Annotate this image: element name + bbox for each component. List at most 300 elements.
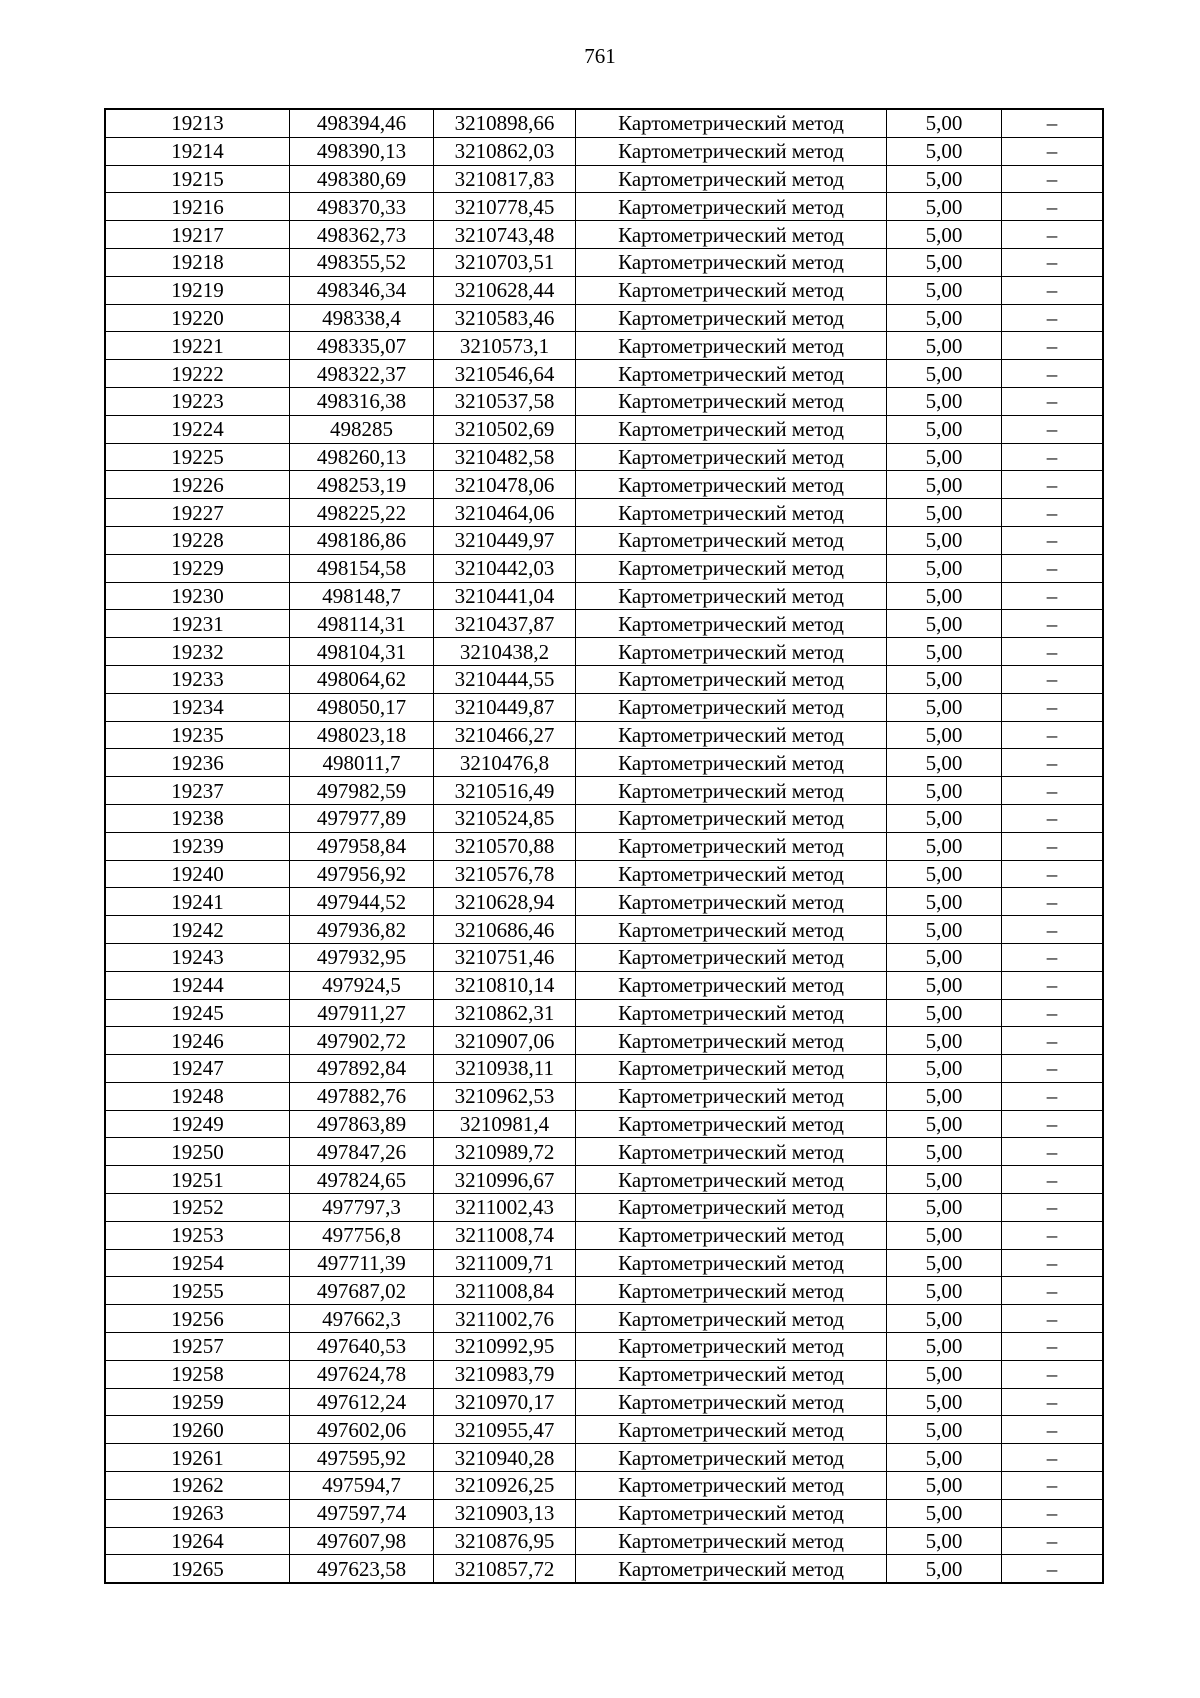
x-coordinate-cell: 498154,58 bbox=[290, 554, 434, 582]
table-row bbox=[105, 109, 1103, 137]
accuracy-cell: 5,00 bbox=[887, 638, 1002, 666]
table-row bbox=[105, 916, 1103, 944]
accuracy-cell: 5,00 bbox=[887, 804, 1002, 832]
x-coordinate-cell: 498114,31 bbox=[290, 610, 434, 638]
x-coordinate-cell: 498394,46 bbox=[290, 109, 434, 137]
x-coordinate-cell: 497982,59 bbox=[290, 777, 434, 805]
table-row bbox=[105, 582, 1103, 610]
method-cell: Картометрический метод bbox=[576, 1166, 887, 1194]
method-cell: Картометрический метод bbox=[576, 193, 887, 221]
accuracy-cell: 5,00 bbox=[887, 1360, 1002, 1388]
point-number-cell: 19227 bbox=[105, 499, 290, 527]
y-coordinate-cell: 3210983,79 bbox=[434, 1360, 576, 1388]
accuracy-cell: 5,00 bbox=[887, 943, 1002, 971]
x-coordinate-cell: 497687,02 bbox=[290, 1277, 434, 1305]
method-cell: Картометрический метод bbox=[576, 1416, 887, 1444]
y-coordinate-cell: 3210583,46 bbox=[434, 304, 576, 332]
table-row bbox=[105, 1194, 1103, 1222]
dash-cell: – bbox=[1002, 554, 1104, 582]
dash-cell: – bbox=[1002, 638, 1104, 666]
dash-cell: – bbox=[1002, 360, 1104, 388]
y-coordinate-cell: 3210444,55 bbox=[434, 665, 576, 693]
y-coordinate-cell: 3210628,94 bbox=[434, 888, 576, 916]
y-coordinate-cell: 3210437,87 bbox=[434, 610, 576, 638]
y-coordinate-cell: 3210903,13 bbox=[434, 1499, 576, 1527]
table-row bbox=[105, 499, 1103, 527]
method-cell: Картометрический метод bbox=[576, 1388, 887, 1416]
table-row bbox=[105, 248, 1103, 276]
dash-cell: – bbox=[1002, 804, 1104, 832]
dash-cell: – bbox=[1002, 1166, 1104, 1194]
table-row bbox=[105, 721, 1103, 749]
x-coordinate-cell: 497662,3 bbox=[290, 1305, 434, 1333]
table-row bbox=[105, 1555, 1103, 1583]
accuracy-cell: 5,00 bbox=[887, 1110, 1002, 1138]
point-number-cell: 19236 bbox=[105, 749, 290, 777]
point-number-cell: 19252 bbox=[105, 1194, 290, 1222]
point-number-cell: 19214 bbox=[105, 137, 290, 165]
method-cell: Картометрический метод bbox=[576, 554, 887, 582]
dash-cell: – bbox=[1002, 276, 1104, 304]
point-number-cell: 19242 bbox=[105, 916, 290, 944]
method-cell: Картометрический метод bbox=[576, 916, 887, 944]
accuracy-cell: 5,00 bbox=[887, 1055, 1002, 1083]
dash-cell: – bbox=[1002, 387, 1104, 415]
y-coordinate-cell: 3210476,8 bbox=[434, 749, 576, 777]
table-row bbox=[105, 526, 1103, 554]
method-cell: Картометрический метод bbox=[576, 888, 887, 916]
method-cell: Картометрический метод bbox=[576, 1472, 887, 1500]
method-cell: Картометрический метод bbox=[576, 1360, 887, 1388]
x-coordinate-cell: 498322,37 bbox=[290, 360, 434, 388]
point-number-cell: 19260 bbox=[105, 1416, 290, 1444]
x-coordinate-cell: 497756,8 bbox=[290, 1221, 434, 1249]
accuracy-cell: 5,00 bbox=[887, 999, 1002, 1027]
x-coordinate-cell: 497944,52 bbox=[290, 888, 434, 916]
dash-cell: – bbox=[1002, 582, 1104, 610]
point-number-cell: 19229 bbox=[105, 554, 290, 582]
x-coordinate-cell: 497624,78 bbox=[290, 1360, 434, 1388]
dash-cell: – bbox=[1002, 1388, 1104, 1416]
y-coordinate-cell: 3210449,97 bbox=[434, 526, 576, 554]
method-cell: Картометрический метод bbox=[576, 749, 887, 777]
y-coordinate-cell: 3210478,06 bbox=[434, 471, 576, 499]
accuracy-cell: 5,00 bbox=[887, 360, 1002, 388]
table-row bbox=[105, 1333, 1103, 1361]
y-coordinate-cell: 3210810,14 bbox=[434, 971, 576, 999]
y-coordinate-cell: 3210573,1 bbox=[434, 332, 576, 360]
method-cell: Картометрический метод bbox=[576, 804, 887, 832]
point-number-cell: 19234 bbox=[105, 693, 290, 721]
accuracy-cell: 5,00 bbox=[887, 1221, 1002, 1249]
point-number-cell: 19219 bbox=[105, 276, 290, 304]
y-coordinate-cell: 3210862,03 bbox=[434, 137, 576, 165]
method-cell: Картометрический метод bbox=[576, 165, 887, 193]
dash-cell: – bbox=[1002, 1472, 1104, 1500]
accuracy-cell: 5,00 bbox=[887, 749, 1002, 777]
dash-cell: – bbox=[1002, 1110, 1104, 1138]
method-cell: Картометрический метод bbox=[576, 721, 887, 749]
dash-cell: – bbox=[1002, 1555, 1104, 1583]
accuracy-cell: 5,00 bbox=[887, 165, 1002, 193]
accuracy-cell: 5,00 bbox=[887, 888, 1002, 916]
point-number-cell: 19230 bbox=[105, 582, 290, 610]
method-cell: Картометрический метод bbox=[576, 1305, 887, 1333]
coordinates-table-body bbox=[105, 109, 1103, 1583]
accuracy-cell: 5,00 bbox=[887, 526, 1002, 554]
table-row bbox=[105, 888, 1103, 916]
table-row bbox=[105, 1388, 1103, 1416]
x-coordinate-cell: 498023,18 bbox=[290, 721, 434, 749]
y-coordinate-cell: 3210703,51 bbox=[434, 248, 576, 276]
point-number-cell: 19216 bbox=[105, 193, 290, 221]
table-row bbox=[105, 638, 1103, 666]
x-coordinate-cell: 497623,58 bbox=[290, 1555, 434, 1583]
accuracy-cell: 5,00 bbox=[887, 916, 1002, 944]
y-coordinate-cell: 3210862,31 bbox=[434, 999, 576, 1027]
y-coordinate-cell: 3210857,72 bbox=[434, 1555, 576, 1583]
x-coordinate-cell: 497977,89 bbox=[290, 804, 434, 832]
method-cell: Картометрический метод bbox=[576, 665, 887, 693]
table-row bbox=[105, 1110, 1103, 1138]
page-number: 761 bbox=[584, 44, 616, 68]
method-cell: Картометрический метод bbox=[576, 1555, 887, 1583]
y-coordinate-cell: 3211002,76 bbox=[434, 1305, 576, 1333]
table-row bbox=[105, 471, 1103, 499]
point-number-cell: 19221 bbox=[105, 332, 290, 360]
table-row bbox=[105, 1305, 1103, 1333]
method-cell: Картометрический метод bbox=[576, 1027, 887, 1055]
y-coordinate-cell: 3210981,4 bbox=[434, 1110, 576, 1138]
accuracy-cell: 5,00 bbox=[887, 610, 1002, 638]
table-row bbox=[105, 1055, 1103, 1083]
accuracy-cell: 5,00 bbox=[887, 471, 1002, 499]
accuracy-cell: 5,00 bbox=[887, 582, 1002, 610]
x-coordinate-cell: 497936,82 bbox=[290, 916, 434, 944]
dash-cell: – bbox=[1002, 749, 1104, 777]
table-row bbox=[105, 1527, 1103, 1555]
accuracy-cell: 5,00 bbox=[887, 221, 1002, 249]
method-cell: Картометрический метод bbox=[576, 415, 887, 443]
y-coordinate-cell: 3211008,74 bbox=[434, 1221, 576, 1249]
point-number-cell: 19259 bbox=[105, 1388, 290, 1416]
point-number-cell: 19237 bbox=[105, 777, 290, 805]
dash-cell: – bbox=[1002, 332, 1104, 360]
point-number-cell: 19264 bbox=[105, 1527, 290, 1555]
point-number-cell: 19223 bbox=[105, 387, 290, 415]
y-coordinate-cell: 3210940,28 bbox=[434, 1444, 576, 1472]
table-row bbox=[105, 360, 1103, 388]
y-coordinate-cell: 3210442,03 bbox=[434, 554, 576, 582]
dash-cell: – bbox=[1002, 1277, 1104, 1305]
accuracy-cell: 5,00 bbox=[887, 832, 1002, 860]
method-cell: Картометрический метод bbox=[576, 693, 887, 721]
accuracy-cell: 5,00 bbox=[887, 304, 1002, 332]
point-number-cell: 19215 bbox=[105, 165, 290, 193]
point-number-cell: 19265 bbox=[105, 1555, 290, 1583]
point-number-cell: 19222 bbox=[105, 360, 290, 388]
dash-cell: – bbox=[1002, 1527, 1104, 1555]
table-row bbox=[105, 1138, 1103, 1166]
method-cell: Картометрический метод bbox=[576, 1333, 887, 1361]
table-row bbox=[105, 1360, 1103, 1388]
x-coordinate-cell: 497640,53 bbox=[290, 1333, 434, 1361]
table-row bbox=[105, 1249, 1103, 1277]
x-coordinate-cell: 497956,92 bbox=[290, 860, 434, 888]
y-coordinate-cell: 3210516,49 bbox=[434, 777, 576, 805]
y-coordinate-cell: 3210751,46 bbox=[434, 943, 576, 971]
x-coordinate-cell: 497594,7 bbox=[290, 1472, 434, 1500]
dash-cell: – bbox=[1002, 221, 1104, 249]
dash-cell: – bbox=[1002, 610, 1104, 638]
x-coordinate-cell: 498335,07 bbox=[290, 332, 434, 360]
point-number-cell: 19228 bbox=[105, 526, 290, 554]
x-coordinate-cell: 498380,69 bbox=[290, 165, 434, 193]
dash-cell: – bbox=[1002, 971, 1104, 999]
point-number-cell: 19253 bbox=[105, 1221, 290, 1249]
point-number-cell: 19226 bbox=[105, 471, 290, 499]
x-coordinate-cell: 497711,39 bbox=[290, 1249, 434, 1277]
dash-cell: – bbox=[1002, 526, 1104, 554]
accuracy-cell: 5,00 bbox=[887, 1305, 1002, 1333]
coordinates-table bbox=[104, 108, 1104, 1584]
method-cell: Картометрический метод bbox=[576, 109, 887, 137]
y-coordinate-cell: 3210537,58 bbox=[434, 387, 576, 415]
x-coordinate-cell: 498186,86 bbox=[290, 526, 434, 554]
x-coordinate-cell: 497847,26 bbox=[290, 1138, 434, 1166]
x-coordinate-cell: 497824,65 bbox=[290, 1166, 434, 1194]
x-coordinate-cell: 497958,84 bbox=[290, 832, 434, 860]
y-coordinate-cell: 3210482,58 bbox=[434, 443, 576, 471]
point-number-cell: 19224 bbox=[105, 415, 290, 443]
point-number-cell: 19235 bbox=[105, 721, 290, 749]
dash-cell: – bbox=[1002, 777, 1104, 805]
y-coordinate-cell: 3210817,83 bbox=[434, 165, 576, 193]
x-coordinate-cell: 498390,13 bbox=[290, 137, 434, 165]
method-cell: Картометрический метод bbox=[576, 499, 887, 527]
y-coordinate-cell: 3210570,88 bbox=[434, 832, 576, 860]
table-row bbox=[105, 554, 1103, 582]
x-coordinate-cell: 498346,34 bbox=[290, 276, 434, 304]
table-row bbox=[105, 1416, 1103, 1444]
x-coordinate-cell: 498064,62 bbox=[290, 665, 434, 693]
method-cell: Картометрический метод bbox=[576, 1138, 887, 1166]
x-coordinate-cell: 497902,72 bbox=[290, 1027, 434, 1055]
method-cell: Картометрический метод bbox=[576, 860, 887, 888]
point-number-cell: 19251 bbox=[105, 1166, 290, 1194]
accuracy-cell: 5,00 bbox=[887, 1194, 1002, 1222]
method-cell: Картометрический метод bbox=[576, 1527, 887, 1555]
method-cell: Картометрический метод bbox=[576, 276, 887, 304]
table-row bbox=[105, 1472, 1103, 1500]
dash-cell: – bbox=[1002, 1444, 1104, 1472]
method-cell: Картометрический метод bbox=[576, 1082, 887, 1110]
point-number-cell: 19246 bbox=[105, 1027, 290, 1055]
point-number-cell: 19256 bbox=[105, 1305, 290, 1333]
point-number-cell: 19249 bbox=[105, 1110, 290, 1138]
accuracy-cell: 5,00 bbox=[887, 109, 1002, 137]
accuracy-cell: 5,00 bbox=[887, 1277, 1002, 1305]
table-row bbox=[105, 610, 1103, 638]
method-cell: Картометрический метод bbox=[576, 1444, 887, 1472]
point-number-cell: 19240 bbox=[105, 860, 290, 888]
table-row bbox=[105, 1499, 1103, 1527]
table-row bbox=[105, 1444, 1103, 1472]
point-number-cell: 19217 bbox=[105, 221, 290, 249]
dash-cell: – bbox=[1002, 721, 1104, 749]
point-number-cell: 19257 bbox=[105, 1333, 290, 1361]
dash-cell: – bbox=[1002, 1221, 1104, 1249]
table-row bbox=[105, 749, 1103, 777]
dash-cell: – bbox=[1002, 1194, 1104, 1222]
x-coordinate-cell: 498050,17 bbox=[290, 693, 434, 721]
dash-cell: – bbox=[1002, 415, 1104, 443]
dash-cell: – bbox=[1002, 1249, 1104, 1277]
dash-cell: – bbox=[1002, 248, 1104, 276]
dash-cell: – bbox=[1002, 1360, 1104, 1388]
point-number-cell: 19262 bbox=[105, 1472, 290, 1500]
y-coordinate-cell: 3210898,66 bbox=[434, 109, 576, 137]
accuracy-cell: 5,00 bbox=[887, 1527, 1002, 1555]
method-cell: Картометрический метод bbox=[576, 777, 887, 805]
point-number-cell: 19244 bbox=[105, 971, 290, 999]
method-cell: Картометрический метод bbox=[576, 971, 887, 999]
y-coordinate-cell: 3210743,48 bbox=[434, 221, 576, 249]
table-row bbox=[105, 415, 1103, 443]
dash-cell: – bbox=[1002, 499, 1104, 527]
method-cell: Картометрический метод bbox=[576, 443, 887, 471]
x-coordinate-cell: 498370,33 bbox=[290, 193, 434, 221]
dash-cell: – bbox=[1002, 693, 1104, 721]
table-row bbox=[105, 387, 1103, 415]
table-row bbox=[105, 943, 1103, 971]
point-number-cell: 19261 bbox=[105, 1444, 290, 1472]
point-number-cell: 19232 bbox=[105, 638, 290, 666]
table-row bbox=[105, 777, 1103, 805]
accuracy-cell: 5,00 bbox=[887, 1138, 1002, 1166]
method-cell: Картометрический метод bbox=[576, 832, 887, 860]
y-coordinate-cell: 3210907,06 bbox=[434, 1027, 576, 1055]
dash-cell: – bbox=[1002, 1055, 1104, 1083]
table-row bbox=[105, 193, 1103, 221]
accuracy-cell: 5,00 bbox=[887, 1555, 1002, 1583]
x-coordinate-cell: 497607,98 bbox=[290, 1527, 434, 1555]
dash-cell: – bbox=[1002, 1416, 1104, 1444]
x-coordinate-cell: 498362,73 bbox=[290, 221, 434, 249]
point-number-cell: 19258 bbox=[105, 1360, 290, 1388]
dash-cell: – bbox=[1002, 165, 1104, 193]
point-number-cell: 19231 bbox=[105, 610, 290, 638]
accuracy-cell: 5,00 bbox=[887, 1249, 1002, 1277]
accuracy-cell: 5,00 bbox=[887, 1082, 1002, 1110]
table-row bbox=[105, 1166, 1103, 1194]
method-cell: Картометрический метод bbox=[576, 332, 887, 360]
accuracy-cell: 5,00 bbox=[887, 777, 1002, 805]
accuracy-cell: 5,00 bbox=[887, 443, 1002, 471]
dash-cell: – bbox=[1002, 888, 1104, 916]
accuracy-cell: 5,00 bbox=[887, 693, 1002, 721]
accuracy-cell: 5,00 bbox=[887, 971, 1002, 999]
accuracy-cell: 5,00 bbox=[887, 137, 1002, 165]
accuracy-cell: 5,00 bbox=[887, 554, 1002, 582]
accuracy-cell: 5,00 bbox=[887, 415, 1002, 443]
dash-cell: – bbox=[1002, 137, 1104, 165]
x-coordinate-cell: 498285 bbox=[290, 415, 434, 443]
accuracy-cell: 5,00 bbox=[887, 332, 1002, 360]
dash-cell: – bbox=[1002, 999, 1104, 1027]
method-cell: Картометрический метод bbox=[576, 1194, 887, 1222]
accuracy-cell: 5,00 bbox=[887, 276, 1002, 304]
method-cell: Картометрический метод bbox=[576, 387, 887, 415]
accuracy-cell: 5,00 bbox=[887, 1388, 1002, 1416]
y-coordinate-cell: 3210466,27 bbox=[434, 721, 576, 749]
y-coordinate-cell: 3210926,25 bbox=[434, 1472, 576, 1500]
x-coordinate-cell: 498253,19 bbox=[290, 471, 434, 499]
x-coordinate-cell: 498104,31 bbox=[290, 638, 434, 666]
table-row bbox=[105, 332, 1103, 360]
point-number-cell: 19254 bbox=[105, 1249, 290, 1277]
method-cell: Картометрический метод bbox=[576, 582, 887, 610]
accuracy-cell: 5,00 bbox=[887, 248, 1002, 276]
y-coordinate-cell: 3210546,64 bbox=[434, 360, 576, 388]
method-cell: Картометрический метод bbox=[576, 1055, 887, 1083]
table-row bbox=[105, 1277, 1103, 1305]
table-row bbox=[105, 1027, 1103, 1055]
table-row bbox=[105, 971, 1103, 999]
dash-cell: – bbox=[1002, 1027, 1104, 1055]
table-row bbox=[105, 804, 1103, 832]
table-row bbox=[105, 665, 1103, 693]
y-coordinate-cell: 3210576,78 bbox=[434, 860, 576, 888]
table-row bbox=[105, 221, 1103, 249]
x-coordinate-cell: 497911,27 bbox=[290, 999, 434, 1027]
point-number-cell: 19213 bbox=[105, 109, 290, 137]
y-coordinate-cell: 3210996,67 bbox=[434, 1166, 576, 1194]
y-coordinate-cell: 3210992,95 bbox=[434, 1333, 576, 1361]
accuracy-cell: 5,00 bbox=[887, 665, 1002, 693]
x-coordinate-cell: 497863,89 bbox=[290, 1110, 434, 1138]
table-row bbox=[105, 832, 1103, 860]
y-coordinate-cell: 3210778,45 bbox=[434, 193, 576, 221]
method-cell: Картометрический метод bbox=[576, 943, 887, 971]
dash-cell: – bbox=[1002, 1333, 1104, 1361]
y-coordinate-cell: 3210876,95 bbox=[434, 1527, 576, 1555]
dash-cell: – bbox=[1002, 471, 1104, 499]
x-coordinate-cell: 498355,52 bbox=[290, 248, 434, 276]
method-cell: Картометрический метод bbox=[576, 248, 887, 276]
dash-cell: – bbox=[1002, 832, 1104, 860]
point-number-cell: 19263 bbox=[105, 1499, 290, 1527]
x-coordinate-cell: 498338,4 bbox=[290, 304, 434, 332]
accuracy-cell: 5,00 bbox=[887, 721, 1002, 749]
table-row bbox=[105, 1082, 1103, 1110]
x-coordinate-cell: 497924,5 bbox=[290, 971, 434, 999]
accuracy-cell: 5,00 bbox=[887, 1499, 1002, 1527]
dash-cell: – bbox=[1002, 1138, 1104, 1166]
dash-cell: – bbox=[1002, 665, 1104, 693]
dash-cell: – bbox=[1002, 193, 1104, 221]
y-coordinate-cell: 3210449,87 bbox=[434, 693, 576, 721]
point-number-cell: 19225 bbox=[105, 443, 290, 471]
method-cell: Картометрический метод bbox=[576, 360, 887, 388]
x-coordinate-cell: 497892,84 bbox=[290, 1055, 434, 1083]
dash-cell: – bbox=[1002, 1305, 1104, 1333]
y-coordinate-cell: 3211008,84 bbox=[434, 1277, 576, 1305]
method-cell: Картометрический метод bbox=[576, 1277, 887, 1305]
y-coordinate-cell: 3210438,2 bbox=[434, 638, 576, 666]
x-coordinate-cell: 497882,76 bbox=[290, 1082, 434, 1110]
accuracy-cell: 5,00 bbox=[887, 1166, 1002, 1194]
